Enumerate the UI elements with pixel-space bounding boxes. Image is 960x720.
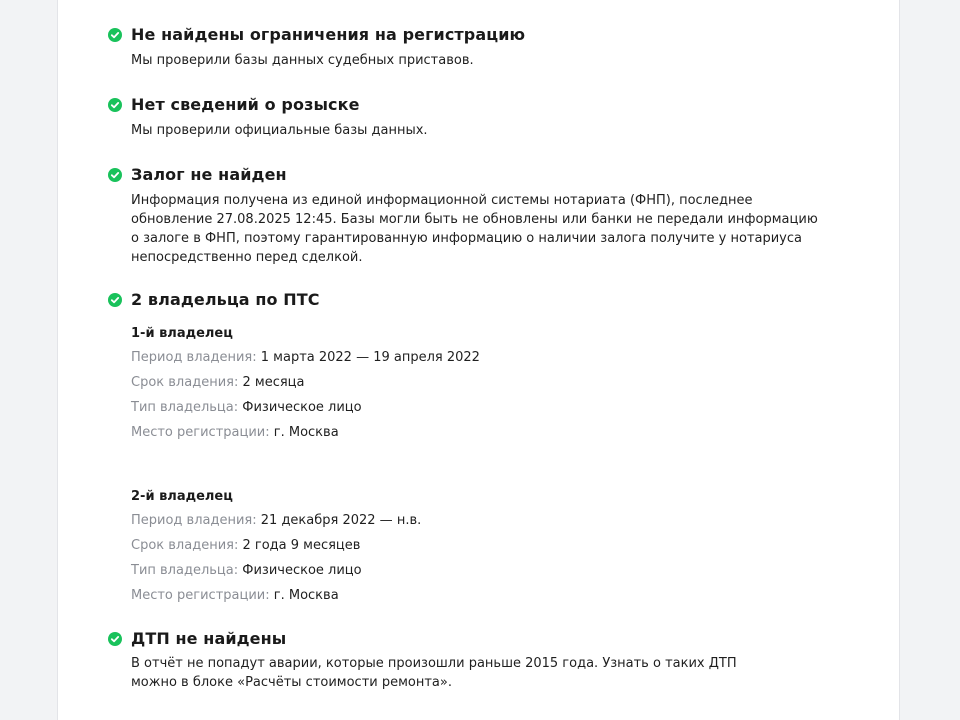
check-circle-icon xyxy=(108,98,122,112)
field-label: Срок владения: xyxy=(131,375,239,390)
field-label: Срок владения: xyxy=(131,538,239,553)
section-title: Залог не найден xyxy=(131,165,287,184)
owner-1-heading: 1-й владелец xyxy=(131,326,233,341)
section-description: В отчёт не попадут аварии, которые произошли раньше 2015 года. Узнать о таких ДТП можно в блоке «Расчёты стоимости ремонта». xyxy=(131,656,737,690)
field-label: Период владения: xyxy=(131,350,257,365)
owner-2-period xyxy=(131,512,421,530)
field-label: Место регистрации: xyxy=(131,425,270,440)
owner-1-period xyxy=(131,349,480,367)
check-circle-icon xyxy=(108,168,122,182)
field-value: Физическое лицо xyxy=(242,400,362,415)
section-title: ДТП не найдены xyxy=(131,629,287,648)
field-value: Физическое лицо xyxy=(242,563,362,578)
owner-2-duration xyxy=(131,537,360,555)
owner-2-registration xyxy=(131,587,339,605)
field-value: г. Москва xyxy=(273,588,339,603)
field-value: г. Москва xyxy=(273,425,339,440)
owner-1-duration xyxy=(131,374,304,392)
owner-2-heading: 2-й владелец xyxy=(131,489,233,504)
field-label: Тип владельца: xyxy=(131,563,239,578)
check-circle-icon xyxy=(108,293,122,307)
section-description: Информация получена из единой информационной системы нотариата (ФНП), последнее обновление 27.08.2025 12:45. Базы могли быть не обновлены или банки не передали информацию о залоге в ФНП, поэтому гарантированную информацию о наличии залога получите у нотариуса непосредственно перед сделкой. xyxy=(131,193,818,265)
section-title: Не найдены ограничения на регистрацию xyxy=(131,25,526,44)
field-label: Тип владельца: xyxy=(131,400,239,415)
section-description: Мы проверили базы данных судебных приставов. xyxy=(131,53,474,68)
field-label: Место регистрации: xyxy=(131,588,270,603)
field-value: 2 года 9 месяцев xyxy=(242,538,361,553)
field-value: 21 декабря 2022 — н.в. xyxy=(260,513,422,528)
section-description: Мы проверили официальные базы данных. xyxy=(131,123,428,138)
check-circle-icon xyxy=(108,28,122,42)
owner-2-type xyxy=(131,562,362,580)
owner-1-registration xyxy=(131,424,339,442)
section-title: 2 владельца по ПТС xyxy=(131,290,320,309)
field-value: 1 марта 2022 — 19 апреля 2022 xyxy=(260,350,480,365)
section-title: Нет сведений о розыске xyxy=(131,95,360,114)
owner-1-type xyxy=(131,399,362,417)
field-label: Период владения: xyxy=(131,513,257,528)
field-value: 2 месяца xyxy=(242,375,305,390)
check-circle-icon xyxy=(108,632,122,646)
